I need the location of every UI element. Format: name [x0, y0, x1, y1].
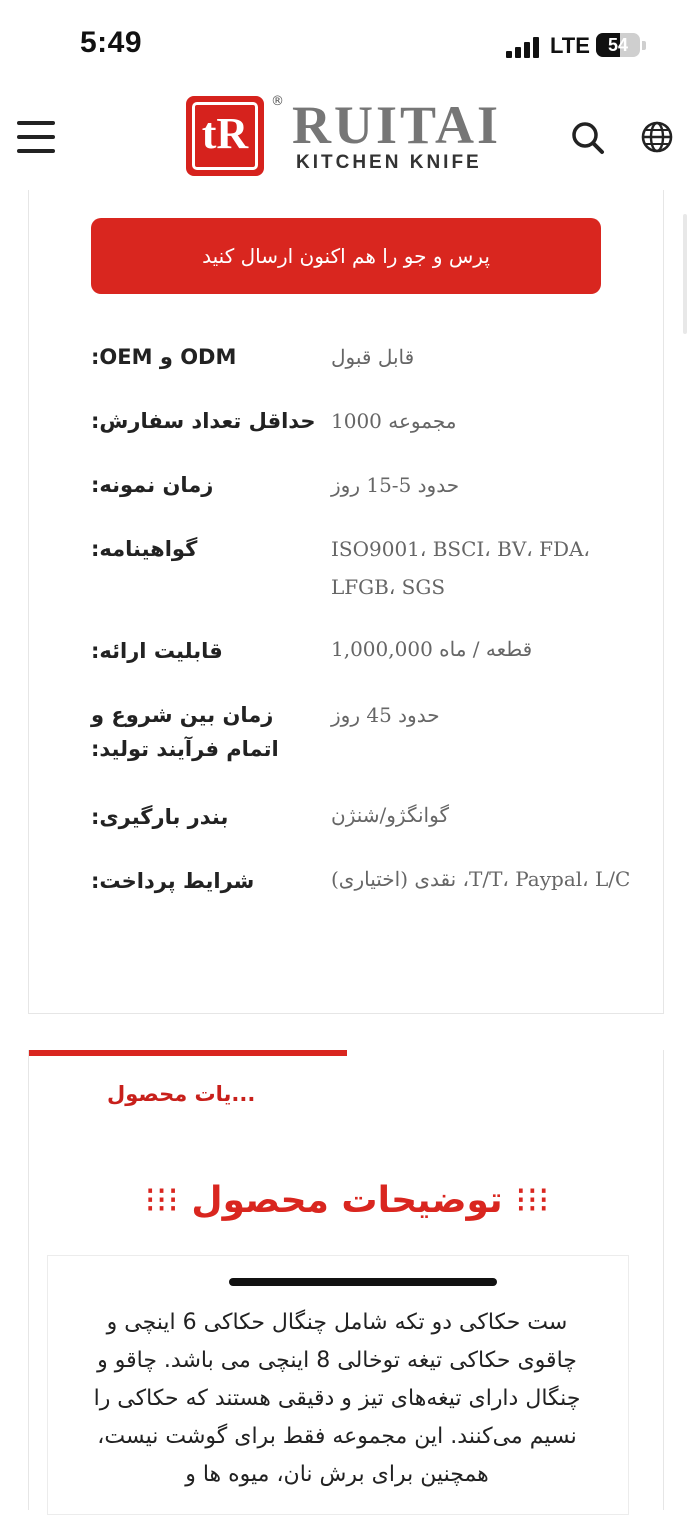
spec-label-sample-time: زمان نمونه:	[91, 473, 214, 497]
battery-percent: 54	[607, 35, 629, 55]
scrollbar[interactable]	[683, 214, 687, 334]
spec-value-sample-time: حدود 5-15 روز	[331, 473, 460, 497]
section-title	[29, 1180, 665, 1221]
search-icon[interactable]	[571, 121, 605, 155]
logo-letters: tR	[201, 109, 249, 158]
brand-logo-icon[interactable]	[186, 96, 264, 176]
send-inquiry-button[interactable]: پرس و جو را هم اکنون ارسال کنید	[91, 218, 601, 294]
redaction-mark	[229, 1278, 497, 1286]
status-time: 5:49	[80, 26, 143, 59]
spec-label-oem-odm: ODM و OEM:	[91, 345, 237, 369]
status-bar	[0, 0, 694, 90]
spec-value-moq: مجموعه 1000	[331, 409, 457, 433]
menu-icon[interactable]	[17, 121, 55, 153]
title-ornament-left: ⁝⁝⁝	[515, 1180, 550, 1221]
description-box	[47, 1255, 629, 1515]
description-text: ست حکاکی دو تکه شامل چنگال حکاکی 6 اینچی و چاقوی حکاکی تیغه توخالی 8 اینچی می باشد. چاقو و چنگال دارای تیغه‌های تیز و دقیقی هستند که حکاکی را نسیم می‌کنند. این مجموعه فقط برای گوشت نیست، همچنین برای برش نان، میوه ها و	[93, 1310, 581, 1487]
network-type: LTE	[550, 33, 590, 58]
spec-label-port: بندر بارگیری:	[91, 805, 229, 829]
title-ornament-right: ⁝⁝⁝	[144, 1180, 179, 1221]
brand-tagline: KITCHEN KNIFE	[296, 152, 482, 173]
brand-name[interactable]: RUITAI	[292, 95, 502, 155]
section-title-text: توضیحات محصول	[191, 1180, 503, 1221]
globe-icon[interactable]	[641, 121, 673, 153]
spec-value-supply-ability: قطعه / ماه 1,000,000	[331, 637, 533, 661]
active-tab-indicator	[29, 1050, 347, 1056]
battery-icon	[596, 33, 640, 57]
spec-label-payment-terms: شرایط پرداخت:	[91, 869, 255, 893]
spec-value-payment-terms: T/T، Paypal، L/C، نقدی (اختیاری)	[331, 867, 631, 891]
registered-mark: ®	[271, 94, 284, 109]
site-header	[0, 90, 694, 190]
product-description-card	[28, 1050, 664, 1510]
tab-product-details[interactable]: ...یات محصول	[107, 1082, 256, 1106]
spec-label-lead-time: زمان بین شروع و اتمام فرآیند تولید:	[91, 703, 279, 761]
spec-label-certificates: گواهینامه:	[91, 537, 198, 561]
spec-label-moq: حداقل تعداد سفارش:	[91, 409, 316, 433]
product-spec-card	[28, 190, 664, 1014]
battery-cap	[642, 41, 646, 50]
spec-value-certificates: ISO9001، BSCI، BV، FDA، LFGB، SGS	[331, 537, 590, 599]
spec-label-supply-ability: قابلیت ارائه:	[91, 639, 223, 663]
spec-value-lead-time: حدود 45 روز	[331, 703, 440, 727]
spec-value-oem-odm: قابل قبول	[331, 345, 415, 369]
cellular-signal-icon	[506, 36, 542, 58]
spec-value-port: گوانگژو/شنژن	[331, 803, 449, 827]
